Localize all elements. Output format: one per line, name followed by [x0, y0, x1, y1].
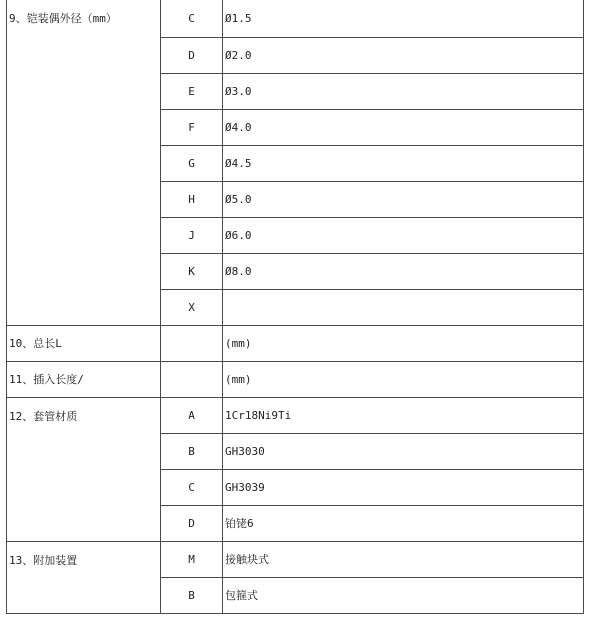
option-value: (mm) [223, 362, 584, 398]
spec-table [6, 0, 584, 614]
option-code: J [161, 218, 223, 254]
option-value: 铂铑6 [223, 506, 584, 542]
option-value: Ø3.0 [223, 74, 584, 110]
table-row [7, 326, 584, 362]
option-code: B [161, 434, 223, 470]
param-label: 13、附加装置 [7, 542, 161, 614]
option-value: 1Cr18Ni9Ti [223, 398, 584, 434]
option-code: E [161, 74, 223, 110]
option-code: B [161, 578, 223, 614]
table-row [7, 0, 584, 38]
option-code: D [161, 38, 223, 74]
option-value: Ø8.0 [223, 254, 584, 290]
option-value: Ø6.0 [223, 218, 584, 254]
option-code: D [161, 506, 223, 542]
option-value: Ø4.0 [223, 110, 584, 146]
param-label: 12、套管材质 [7, 398, 161, 542]
option-code: X [161, 290, 223, 326]
option-value: (mm) [223, 326, 584, 362]
param-label: 11、插入长度/ [7, 362, 161, 398]
param-label: 9、铠装偶外径（mm） [7, 0, 161, 326]
option-value: GH3039 [223, 470, 584, 506]
param-label: 10、总长L [7, 326, 161, 362]
option-value: 包箍式 [223, 578, 584, 614]
table-row [7, 362, 584, 398]
option-code: H [161, 182, 223, 218]
option-code: M [161, 542, 223, 578]
option-code [161, 362, 223, 398]
option-value: GH3030 [223, 434, 584, 470]
option-value: Ø5.0 [223, 182, 584, 218]
option-code: K [161, 254, 223, 290]
option-code: A [161, 398, 223, 434]
option-value: Ø1.5 [223, 0, 584, 38]
option-code: C [161, 470, 223, 506]
option-code [161, 326, 223, 362]
option-value: 接触块式 [223, 542, 584, 578]
option-code: G [161, 146, 223, 182]
table-row [7, 542, 584, 578]
table-row [7, 398, 584, 434]
option-value: Ø2.0 [223, 38, 584, 74]
option-value: Ø4.5 [223, 146, 584, 182]
option-code: F [161, 110, 223, 146]
option-code: C [161, 0, 223, 38]
option-value [223, 290, 584, 326]
